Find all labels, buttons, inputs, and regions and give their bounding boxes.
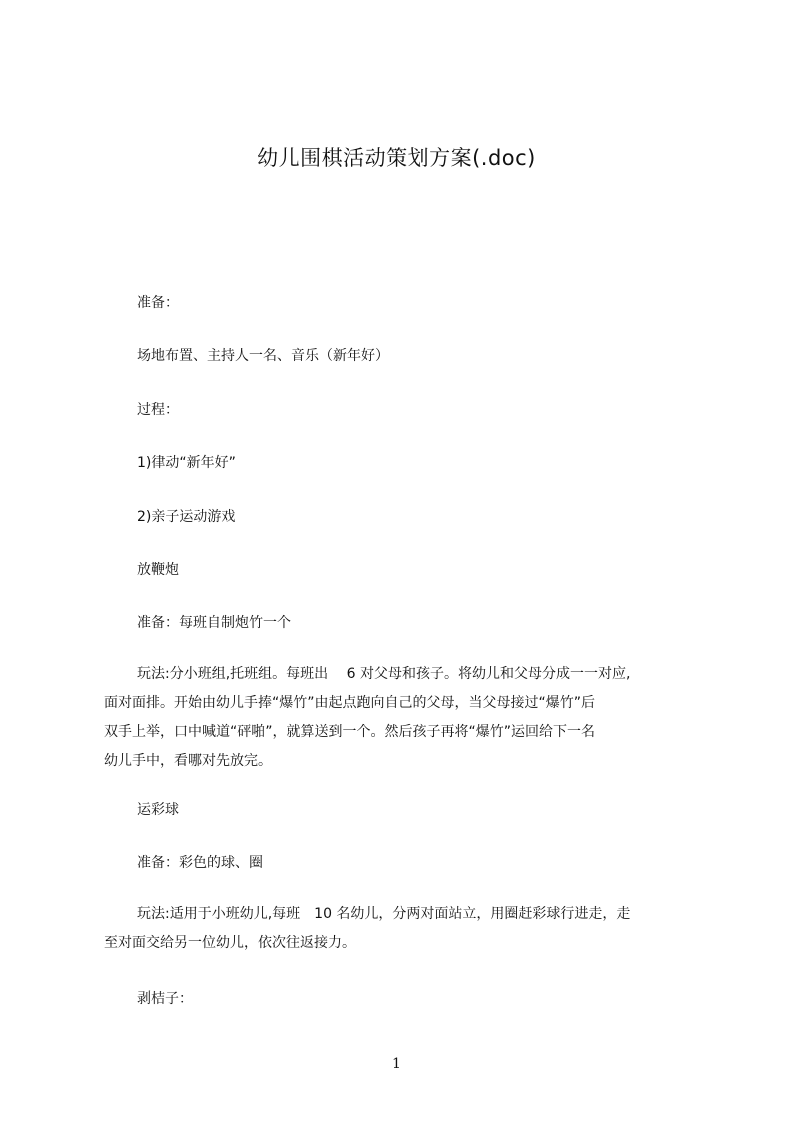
step-2: 2)亲子运动游戏: [137, 509, 236, 525]
game2-prep: 准备：彩色的球、圈: [137, 855, 263, 871]
game1-rules-line-2: 面对面排。开始由幼儿手捧“爆竹”由起点跑向自己的父母，当父母接过“爆竹”后: [104, 695, 596, 711]
game1-prep: 准备：每班自制炮竹一个: [137, 615, 291, 631]
page-number: 1: [392, 1056, 401, 1072]
game2-rules-line-1: 玩法:适用于小班幼儿,每班 10 名幼儿，分两对面站立，用圈赶彩球行进走，走: [137, 906, 631, 922]
step-1: 1)律动“新年好”: [137, 455, 236, 471]
game1-title: 放鞭炮: [137, 562, 179, 578]
process-heading: 过程：: [137, 402, 179, 418]
game2-rules: [104, 900, 716, 958]
game1-rules-line-4: 幼儿手中，看哪对先放完。: [104, 753, 272, 769]
game1-rules-line-3: 双手上举，口中喊道“砰啪”，就算送到一个。然后孩子再将“爆竹”运回给下一名: [104, 724, 596, 740]
game3-title: 剥桔子：: [137, 991, 193, 1007]
game2-title: 运彩球: [137, 802, 179, 818]
prep-heading: 准备：: [137, 295, 179, 311]
game1-rules-line-1: 玩法:分小班组,托班组。每班出 6 对父母和孩子。将幼儿和父母分成一一对应,: [137, 666, 631, 682]
document-title: 幼儿围棋活动策划方案(.doc): [257, 146, 536, 170]
game1-rules: [104, 660, 716, 776]
game2-rules-line-2: 至对面交给另一位幼儿，依次往返接力。: [104, 935, 356, 951]
prep-items: 场地布置、主持人一名、音乐（新年好）: [137, 348, 389, 364]
